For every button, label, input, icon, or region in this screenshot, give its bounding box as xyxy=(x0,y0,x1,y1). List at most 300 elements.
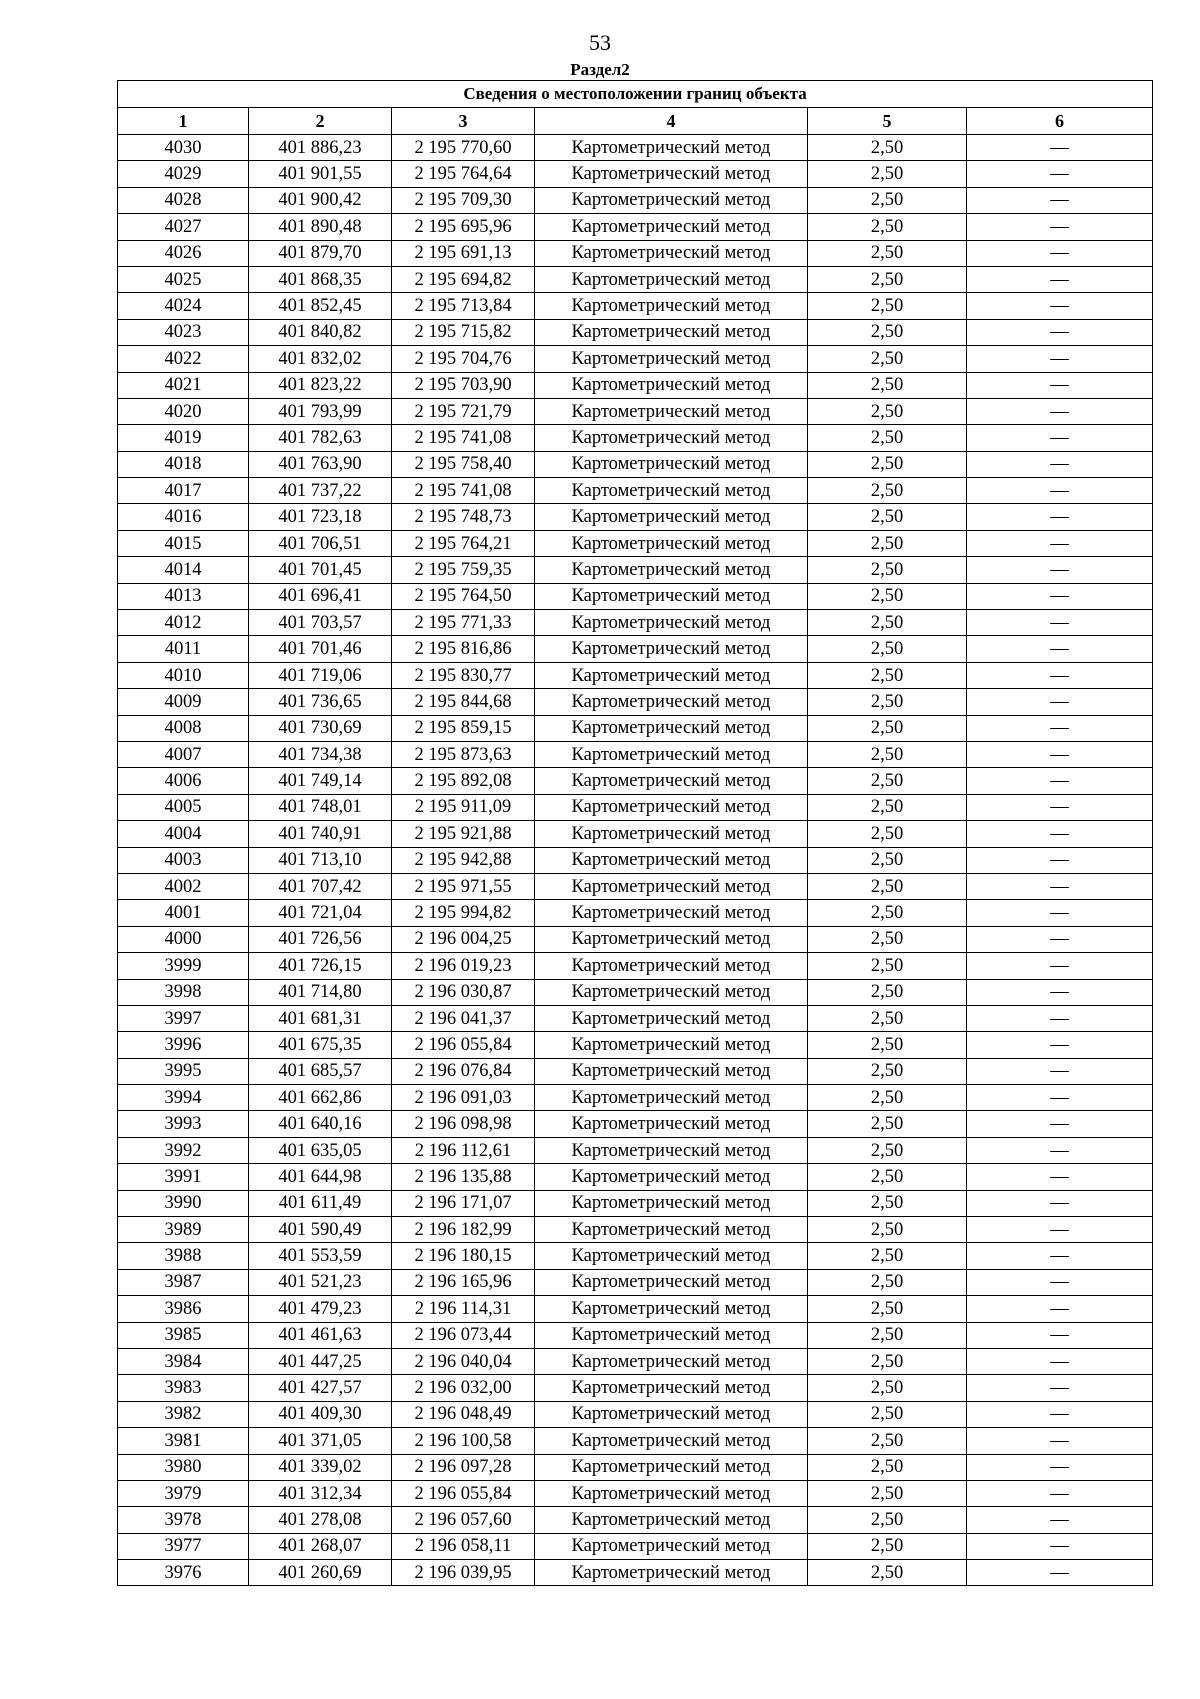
method-cell: Картометрический метод xyxy=(535,319,808,345)
method-cell: Картометрический метод xyxy=(535,1032,808,1058)
method-cell: Картометрический метод xyxy=(535,1058,808,1084)
y-coordinate-cell: 2 195 859,15 xyxy=(392,715,535,741)
method-cell: Картометрический метод xyxy=(535,425,808,451)
method-cell: Картометрический метод xyxy=(535,926,808,952)
accuracy-cell: 2,50 xyxy=(808,926,967,952)
point-number-cell: 4017 xyxy=(118,478,249,504)
method-cell: Картометрический метод xyxy=(535,1454,808,1480)
description-cell: — xyxy=(967,557,1153,583)
method-cell: Картометрический метод xyxy=(535,1322,808,1348)
table-row xyxy=(118,1243,1153,1269)
method-cell: Картометрический метод xyxy=(535,187,808,213)
x-coordinate-cell: 401 479,23 xyxy=(249,1296,392,1322)
description-cell: — xyxy=(967,900,1153,926)
method-cell: Картометрический метод xyxy=(535,636,808,662)
description-cell: — xyxy=(967,1348,1153,1374)
table-row xyxy=(118,425,1153,451)
accuracy-cell: 2,50 xyxy=(808,161,967,187)
point-number-cell: 4016 xyxy=(118,504,249,530)
point-number-cell: 4011 xyxy=(118,636,249,662)
method-cell: Картометрический метод xyxy=(535,979,808,1005)
table-row xyxy=(118,1217,1153,1243)
y-coordinate-cell: 2 195 704,76 xyxy=(392,346,535,372)
y-coordinate-cell: 2 195 691,13 xyxy=(392,240,535,266)
x-coordinate-cell: 401 701,45 xyxy=(249,557,392,583)
point-number-cell: 4006 xyxy=(118,768,249,794)
y-coordinate-cell: 2 196 040,04 xyxy=(392,1348,535,1374)
description-cell: — xyxy=(967,478,1153,504)
table-row xyxy=(118,1454,1153,1480)
point-number-cell: 4008 xyxy=(118,715,249,741)
method-cell: Картометрический метод xyxy=(535,953,808,979)
point-number-cell: 4020 xyxy=(118,398,249,424)
accuracy-cell: 2,50 xyxy=(808,425,967,451)
x-coordinate-cell: 401 590,49 xyxy=(249,1217,392,1243)
accuracy-cell: 2,50 xyxy=(808,293,967,319)
accuracy-cell: 2,50 xyxy=(808,214,967,240)
table-row xyxy=(118,953,1153,979)
accuracy-cell: 2,50 xyxy=(808,953,967,979)
method-cell: Картометрический метод xyxy=(535,1137,808,1163)
x-coordinate-cell: 401 707,42 xyxy=(249,873,392,899)
accuracy-cell: 2,50 xyxy=(808,1560,967,1586)
point-number-cell: 4003 xyxy=(118,847,249,873)
y-coordinate-cell: 2 196 091,03 xyxy=(392,1085,535,1111)
y-coordinate-cell: 2 196 057,60 xyxy=(392,1507,535,1533)
y-coordinate-cell: 2 195 741,08 xyxy=(392,425,535,451)
table-row xyxy=(118,636,1153,662)
x-coordinate-cell: 401 703,57 xyxy=(249,610,392,636)
x-coordinate-cell: 401 719,06 xyxy=(249,662,392,688)
x-coordinate-cell: 401 890,48 xyxy=(249,214,392,240)
y-coordinate-cell: 2 196 100,58 xyxy=(392,1428,535,1454)
description-cell: — xyxy=(967,187,1153,213)
y-coordinate-cell: 2 196 055,84 xyxy=(392,1032,535,1058)
accuracy-cell: 2,50 xyxy=(808,451,967,477)
table-row xyxy=(118,741,1153,767)
method-cell: Картометрический метод xyxy=(535,161,808,187)
accuracy-cell: 2,50 xyxy=(808,1428,967,1454)
y-coordinate-cell: 2 196 032,00 xyxy=(392,1375,535,1401)
point-number-cell: 4019 xyxy=(118,425,249,451)
description-cell: — xyxy=(967,372,1153,398)
accuracy-cell: 2,50 xyxy=(808,662,967,688)
y-coordinate-cell: 2 195 892,08 xyxy=(392,768,535,794)
point-number-cell: 3992 xyxy=(118,1137,249,1163)
description-cell: — xyxy=(967,1243,1153,1269)
point-number-cell: 3985 xyxy=(118,1322,249,1348)
point-number-cell: 4004 xyxy=(118,821,249,847)
y-coordinate-cell: 2 196 112,61 xyxy=(392,1137,535,1163)
method-cell: Картометрический метод xyxy=(535,1375,808,1401)
method-cell: Картометрический метод xyxy=(535,1296,808,1322)
x-coordinate-cell: 401 763,90 xyxy=(249,451,392,477)
description-cell: — xyxy=(967,1137,1153,1163)
point-number-cell: 3976 xyxy=(118,1560,249,1586)
method-cell: Картометрический метод xyxy=(535,1005,808,1031)
method-cell: Картометрический метод xyxy=(535,1533,808,1559)
table-row xyxy=(118,1507,1153,1533)
point-number-cell: 4015 xyxy=(118,530,249,556)
table-row xyxy=(118,794,1153,820)
description-cell: — xyxy=(967,662,1153,688)
x-coordinate-cell: 401 832,02 xyxy=(249,346,392,372)
x-coordinate-cell: 401 662,86 xyxy=(249,1085,392,1111)
table-row xyxy=(118,847,1153,873)
method-cell: Картометрический метод xyxy=(535,1111,808,1137)
description-cell: — xyxy=(967,1190,1153,1216)
point-number-cell: 4007 xyxy=(118,741,249,767)
accuracy-cell: 2,50 xyxy=(808,1480,967,1506)
point-number-cell: 3977 xyxy=(118,1533,249,1559)
accuracy-cell: 2,50 xyxy=(808,1348,967,1374)
x-coordinate-cell: 401 644,98 xyxy=(249,1164,392,1190)
x-coordinate-cell: 401 721,04 xyxy=(249,900,392,926)
method-cell: Картометрический метод xyxy=(535,689,808,715)
x-coordinate-cell: 401 685,57 xyxy=(249,1058,392,1084)
method-cell: Картометрический метод xyxy=(535,398,808,424)
accuracy-cell: 2,50 xyxy=(808,1085,967,1111)
method-cell: Картометрический метод xyxy=(535,372,808,398)
y-coordinate-cell: 2 195 816,86 xyxy=(392,636,535,662)
point-number-cell: 3980 xyxy=(118,1454,249,1480)
y-coordinate-cell: 2 196 048,49 xyxy=(392,1401,535,1427)
x-coordinate-cell: 401 701,46 xyxy=(249,636,392,662)
table-row xyxy=(118,346,1153,372)
y-coordinate-cell: 2 195 695,96 xyxy=(392,214,535,240)
table-row xyxy=(118,715,1153,741)
description-cell: — xyxy=(967,1164,1153,1190)
point-number-cell: 3997 xyxy=(118,1005,249,1031)
method-cell: Картометрический метод xyxy=(535,1401,808,1427)
description-cell: — xyxy=(967,1480,1153,1506)
y-coordinate-cell: 2 195 911,09 xyxy=(392,794,535,820)
accuracy-cell: 2,50 xyxy=(808,610,967,636)
x-coordinate-cell: 401 730,69 xyxy=(249,715,392,741)
y-coordinate-cell: 2 196 114,31 xyxy=(392,1296,535,1322)
x-coordinate-cell: 401 740,91 xyxy=(249,821,392,847)
x-coordinate-cell: 401 886,23 xyxy=(249,135,392,161)
column-header-row xyxy=(118,108,1153,135)
x-coordinate-cell: 401 268,07 xyxy=(249,1533,392,1559)
method-cell: Картометрический метод xyxy=(535,662,808,688)
table-row xyxy=(118,900,1153,926)
x-coordinate-cell: 401 371,05 xyxy=(249,1428,392,1454)
y-coordinate-cell: 2 196 076,84 xyxy=(392,1058,535,1084)
table-row xyxy=(118,293,1153,319)
accuracy-cell: 2,50 xyxy=(808,187,967,213)
x-coordinate-cell: 401 782,63 xyxy=(249,425,392,451)
y-coordinate-cell: 2 195 721,79 xyxy=(392,398,535,424)
x-coordinate-cell: 401 734,38 xyxy=(249,741,392,767)
table-row xyxy=(118,398,1153,424)
y-coordinate-cell: 2 195 758,40 xyxy=(392,451,535,477)
table-row xyxy=(118,557,1153,583)
accuracy-cell: 2,50 xyxy=(808,398,967,424)
y-coordinate-cell: 2 195 759,35 xyxy=(392,557,535,583)
point-number-cell: 4018 xyxy=(118,451,249,477)
table-row xyxy=(118,478,1153,504)
y-coordinate-cell: 2 196 073,44 xyxy=(392,1322,535,1348)
x-coordinate-cell: 401 553,59 xyxy=(249,1243,392,1269)
x-coordinate-cell: 401 823,22 xyxy=(249,372,392,398)
table-row xyxy=(118,1137,1153,1163)
table-body xyxy=(118,135,1153,1586)
x-coordinate-cell: 401 736,65 xyxy=(249,689,392,715)
description-cell: — xyxy=(967,847,1153,873)
point-number-cell: 4014 xyxy=(118,557,249,583)
y-coordinate-cell: 2 195 715,82 xyxy=(392,319,535,345)
method-cell: Картометрический метод xyxy=(535,1428,808,1454)
coordinates-table xyxy=(117,80,1153,1586)
description-cell: — xyxy=(967,1217,1153,1243)
y-coordinate-cell: 2 195 703,90 xyxy=(392,372,535,398)
point-number-cell: 3988 xyxy=(118,1243,249,1269)
table-row xyxy=(118,1085,1153,1111)
accuracy-cell: 2,50 xyxy=(808,1032,967,1058)
table-row xyxy=(118,1296,1153,1322)
point-number-cell: 4005 xyxy=(118,794,249,820)
table-row xyxy=(118,530,1153,556)
method-cell: Картометрический метод xyxy=(535,583,808,609)
point-number-cell: 4029 xyxy=(118,161,249,187)
accuracy-cell: 2,50 xyxy=(808,1454,967,1480)
accuracy-cell: 2,50 xyxy=(808,689,967,715)
table-row xyxy=(118,1164,1153,1190)
point-number-cell: 3996 xyxy=(118,1032,249,1058)
x-coordinate-cell: 401 675,35 xyxy=(249,1032,392,1058)
method-cell: Картометрический метод xyxy=(535,1243,808,1269)
x-coordinate-cell: 401 635,05 xyxy=(249,1137,392,1163)
method-cell: Картометрический метод xyxy=(535,873,808,899)
accuracy-cell: 2,50 xyxy=(808,1507,967,1533)
table-row xyxy=(118,1111,1153,1137)
point-number-cell: 3998 xyxy=(118,979,249,1005)
description-cell: — xyxy=(967,1375,1153,1401)
method-cell: Картометрический метод xyxy=(535,266,808,292)
description-cell: — xyxy=(967,926,1153,952)
description-cell: — xyxy=(967,135,1153,161)
accuracy-cell: 2,50 xyxy=(808,372,967,398)
accuracy-cell: 2,50 xyxy=(808,821,967,847)
method-cell: Картометрический метод xyxy=(535,557,808,583)
x-coordinate-cell: 401 696,41 xyxy=(249,583,392,609)
accuracy-cell: 2,50 xyxy=(808,557,967,583)
table-row xyxy=(118,1322,1153,1348)
table-row xyxy=(118,1480,1153,1506)
description-cell: — xyxy=(967,1401,1153,1427)
x-coordinate-cell: 401 840,82 xyxy=(249,319,392,345)
accuracy-cell: 2,50 xyxy=(808,1401,967,1427)
y-coordinate-cell: 2 195 764,64 xyxy=(392,161,535,187)
method-cell: Картометрический метод xyxy=(535,240,808,266)
y-coordinate-cell: 2 195 971,55 xyxy=(392,873,535,899)
y-coordinate-cell: 2 195 764,50 xyxy=(392,583,535,609)
table-row xyxy=(118,610,1153,636)
method-cell: Картометрический метод xyxy=(535,135,808,161)
x-coordinate-cell: 401 521,23 xyxy=(249,1269,392,1295)
y-coordinate-cell: 2 195 748,73 xyxy=(392,504,535,530)
point-number-cell: 4024 xyxy=(118,293,249,319)
accuracy-cell: 2,50 xyxy=(808,346,967,372)
description-cell: — xyxy=(967,1560,1153,1586)
method-cell: Картометрический метод xyxy=(535,1560,808,1586)
y-coordinate-cell: 2 195 921,88 xyxy=(392,821,535,847)
method-cell: Картометрический метод xyxy=(535,451,808,477)
description-cell: — xyxy=(967,1111,1153,1137)
x-coordinate-cell: 401 868,35 xyxy=(249,266,392,292)
accuracy-cell: 2,50 xyxy=(808,1243,967,1269)
section-title: Раздел2 xyxy=(570,60,630,79)
point-number-cell: 3991 xyxy=(118,1164,249,1190)
column-header: 4 xyxy=(535,108,808,135)
x-coordinate-cell: 401 749,14 xyxy=(249,768,392,794)
table-row xyxy=(118,662,1153,688)
x-coordinate-cell: 401 681,31 xyxy=(249,1005,392,1031)
method-cell: Картометрический метод xyxy=(535,847,808,873)
table-row xyxy=(118,926,1153,952)
table-row xyxy=(118,1032,1153,1058)
method-cell: Картометрический метод xyxy=(535,346,808,372)
table-caption: Сведения о местоположении границ объекта xyxy=(118,81,1153,108)
table-row xyxy=(118,1401,1153,1427)
description-cell: — xyxy=(967,741,1153,767)
x-coordinate-cell: 401 726,56 xyxy=(249,926,392,952)
point-number-cell: 4021 xyxy=(118,372,249,398)
x-coordinate-cell: 401 312,34 xyxy=(249,1480,392,1506)
point-number-cell: 3983 xyxy=(118,1375,249,1401)
description-cell: — xyxy=(967,214,1153,240)
accuracy-cell: 2,50 xyxy=(808,1164,967,1190)
x-coordinate-cell: 401 901,55 xyxy=(249,161,392,187)
description-cell: — xyxy=(967,715,1153,741)
table-row xyxy=(118,979,1153,1005)
x-coordinate-cell: 401 427,57 xyxy=(249,1375,392,1401)
method-cell: Картометрический метод xyxy=(535,214,808,240)
y-coordinate-cell: 2 196 165,96 xyxy=(392,1269,535,1295)
method-cell: Картометрический метод xyxy=(535,821,808,847)
y-coordinate-cell: 2 196 097,28 xyxy=(392,1454,535,1480)
point-number-cell: 4010 xyxy=(118,662,249,688)
y-coordinate-cell: 2 195 709,30 xyxy=(392,187,535,213)
point-number-cell: 4028 xyxy=(118,187,249,213)
y-coordinate-cell: 2 195 764,21 xyxy=(392,530,535,556)
y-coordinate-cell: 2 195 770,60 xyxy=(392,135,535,161)
table-row xyxy=(118,319,1153,345)
y-coordinate-cell: 2 196 055,84 xyxy=(392,1480,535,1506)
x-coordinate-cell: 401 409,30 xyxy=(249,1401,392,1427)
description-cell: — xyxy=(967,398,1153,424)
accuracy-cell: 2,50 xyxy=(808,1190,967,1216)
column-header: 3 xyxy=(392,108,535,135)
description-cell: — xyxy=(967,583,1153,609)
y-coordinate-cell: 2 196 041,37 xyxy=(392,1005,535,1031)
accuracy-cell: 2,50 xyxy=(808,1137,967,1163)
table-row xyxy=(118,135,1153,161)
accuracy-cell: 2,50 xyxy=(808,979,967,1005)
accuracy-cell: 2,50 xyxy=(808,768,967,794)
x-coordinate-cell: 401 640,16 xyxy=(249,1111,392,1137)
point-number-cell: 4023 xyxy=(118,319,249,345)
point-number-cell: 3993 xyxy=(118,1111,249,1137)
accuracy-cell: 2,50 xyxy=(808,135,967,161)
point-number-cell: 4026 xyxy=(118,240,249,266)
method-cell: Картометрический метод xyxy=(535,900,808,926)
point-number-cell: 4009 xyxy=(118,689,249,715)
description-cell: — xyxy=(967,161,1153,187)
description-cell: — xyxy=(967,1085,1153,1111)
table-row xyxy=(118,240,1153,266)
y-coordinate-cell: 2 195 844,68 xyxy=(392,689,535,715)
point-number-cell: 3984 xyxy=(118,1348,249,1374)
description-cell: — xyxy=(967,1032,1153,1058)
x-coordinate-cell: 401 706,51 xyxy=(249,530,392,556)
method-cell: Картометрический метод xyxy=(535,1480,808,1506)
table-row xyxy=(118,214,1153,240)
y-coordinate-cell: 2 196 135,88 xyxy=(392,1164,535,1190)
table-row xyxy=(118,1533,1153,1559)
y-coordinate-cell: 2 195 994,82 xyxy=(392,900,535,926)
table-row xyxy=(118,504,1153,530)
method-cell: Картометрический метод xyxy=(535,1269,808,1295)
y-coordinate-cell: 2 196 030,87 xyxy=(392,979,535,1005)
table-row xyxy=(118,1428,1153,1454)
x-coordinate-cell: 401 447,25 xyxy=(249,1348,392,1374)
description-cell: — xyxy=(967,240,1153,266)
method-cell: Картометрический метод xyxy=(535,768,808,794)
point-number-cell: 3990 xyxy=(118,1190,249,1216)
y-coordinate-cell: 2 195 741,08 xyxy=(392,478,535,504)
accuracy-cell: 2,50 xyxy=(808,266,967,292)
table-row xyxy=(118,873,1153,899)
y-coordinate-cell: 2 195 713,84 xyxy=(392,293,535,319)
description-cell: — xyxy=(967,1507,1153,1533)
point-number-cell: 4030 xyxy=(118,135,249,161)
description-cell: — xyxy=(967,451,1153,477)
method-cell: Картометрический метод xyxy=(535,530,808,556)
table-row xyxy=(118,689,1153,715)
x-coordinate-cell: 401 278,08 xyxy=(249,1507,392,1533)
point-number-cell: 3982 xyxy=(118,1401,249,1427)
point-number-cell: 4022 xyxy=(118,346,249,372)
description-cell: — xyxy=(967,1533,1153,1559)
y-coordinate-cell: 2 196 019,23 xyxy=(392,953,535,979)
method-cell: Картометрический метод xyxy=(535,715,808,741)
description-cell: — xyxy=(967,1322,1153,1348)
accuracy-cell: 2,50 xyxy=(808,741,967,767)
y-coordinate-cell: 2 196 058,11 xyxy=(392,1533,535,1559)
point-number-cell: 4025 xyxy=(118,266,249,292)
accuracy-cell: 2,50 xyxy=(808,1322,967,1348)
point-number-cell: 4013 xyxy=(118,583,249,609)
x-coordinate-cell: 401 714,80 xyxy=(249,979,392,1005)
x-coordinate-cell: 401 260,69 xyxy=(249,1560,392,1586)
page-number: 53 xyxy=(589,30,611,55)
table-row xyxy=(118,266,1153,292)
point-number-cell: 3989 xyxy=(118,1217,249,1243)
description-cell: — xyxy=(967,1428,1153,1454)
description-cell: — xyxy=(967,1269,1153,1295)
table-row xyxy=(118,1058,1153,1084)
table-caption-row xyxy=(118,81,1153,108)
x-coordinate-cell: 401 748,01 xyxy=(249,794,392,820)
method-cell: Картометрический метод xyxy=(535,1348,808,1374)
y-coordinate-cell: 2 196 004,25 xyxy=(392,926,535,952)
accuracy-cell: 2,50 xyxy=(808,240,967,266)
accuracy-cell: 2,50 xyxy=(808,1005,967,1031)
table-row xyxy=(118,583,1153,609)
accuracy-cell: 2,50 xyxy=(808,319,967,345)
